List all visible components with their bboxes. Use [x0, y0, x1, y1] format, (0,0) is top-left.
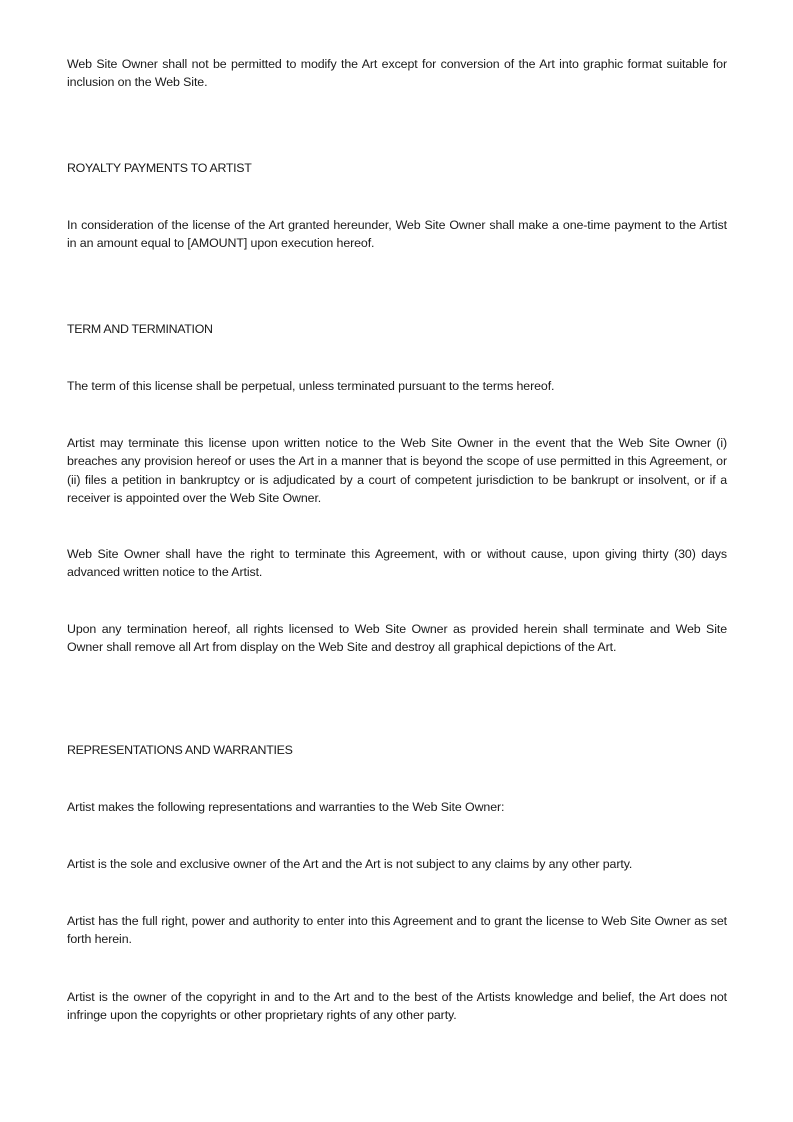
paragraph-upon-termination: Upon any termination hereof, all rights licensed to Web Site Owner as provided herein shall terminate and Web Site Owner shall remove all Art from display on the Web Site and destroy all graphical depictions of the Art. — [67, 622, 727, 655]
paragraph-artist-termination: Artist may terminate this license upon written notice to the Web Site Owner in the event that the Web Site Owner (i) breaches any provision hereof or uses the Art in a manner that is beyond the scope of use permitted in this Agreement, or (ii) files a petition in bankruptcy or is adjudicated by a court of competent jurisdiction to be bankrupt or insolvent, or if a receiver is appointed over the Web Site Owner. — [67, 436, 727, 505]
paragraph-term-perpetual: The term of this license shall be perpetual, unless terminated pursuant to the terms hereof. — [67, 379, 555, 393]
paragraph-owner-termination: Web Site Owner shall have the right to terminate this Agreement, with or without cause, upon giving thirty (30) days advanced written notice to the Artist. — [67, 547, 727, 580]
section-heading-royalty: ROYALTY PAYMENTS TO ARTIST — [67, 161, 252, 175]
paragraph-modify-restriction: Web Site Owner shall not be permitted to modify the Art except for conversion of the Art into graphic format suitable for inclusion on the Web Site. — [67, 57, 727, 90]
paragraph-rep-authority: Artist has the full right, power and authority to enter into this Agreement and to grant the license to Web Site Owner as set forth herein. — [67, 914, 727, 947]
section-heading-term: TERM AND TERMINATION — [67, 322, 213, 336]
paragraph-rep-sole-owner: Artist is the sole and exclusive owner of the Art and the Art is not subject to any claims by any other party. — [67, 857, 633, 871]
paragraph-rep-copyright: Artist is the owner of the copyright in and to the Art and to the best of the Artists knowledge and belief, the Art does not infringe upon the copyrights or other proprietary rights of any other party. — [67, 990, 727, 1023]
paragraph-representations-intro: Artist makes the following representations and warranties to the Web Site Owner: — [67, 800, 505, 814]
paragraph-royalty-payment: In consideration of the license of the Art granted hereunder, Web Site Owner shall make a one-time payment to the Artist in an amount equal to [AMOUNT] upon execution hereof. — [67, 218, 727, 251]
section-heading-representations: REPRESENTATIONS AND WARRANTIES — [67, 743, 293, 757]
